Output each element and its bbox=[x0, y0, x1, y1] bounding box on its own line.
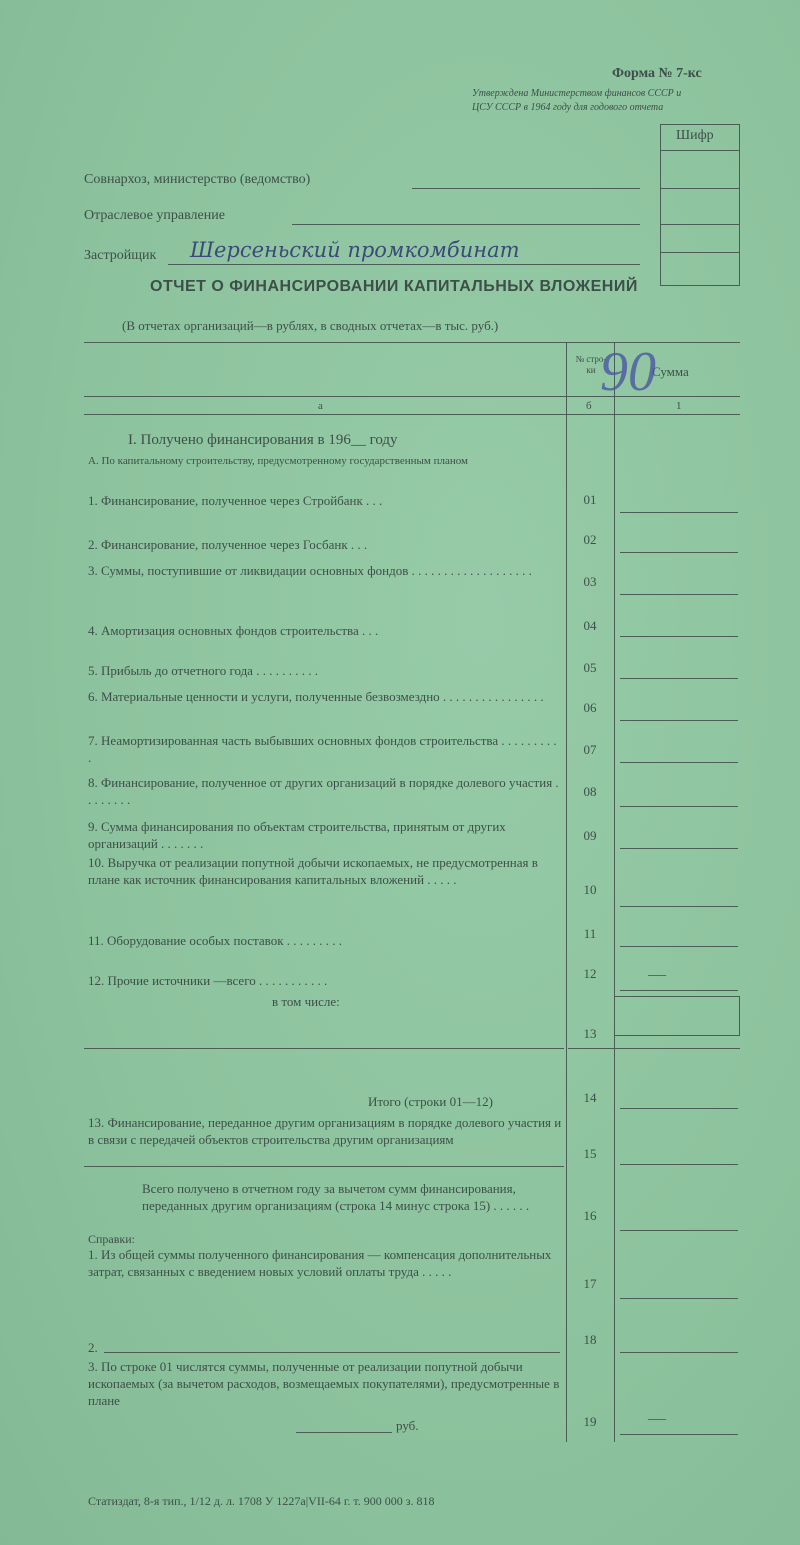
row-02-value[interactable] bbox=[620, 552, 738, 553]
branch-label: Отраслевое управление bbox=[84, 208, 225, 223]
row-01-no: 01 bbox=[583, 492, 597, 507]
row-06-text: 6. Материальные ценности и услуги, полученные безвозмездно . . . . . . . . . . . . . . . . bbox=[88, 689, 544, 704]
row-02-no: 02 bbox=[583, 532, 597, 547]
row-10-no: 10 bbox=[583, 882, 597, 897]
section-1-subheading: А. По капитальному строительству, предусмотренному государственным планом bbox=[88, 455, 468, 467]
cipher-box bbox=[660, 124, 740, 286]
row-04-no: 04 bbox=[583, 618, 597, 633]
row-11-no: 11 bbox=[583, 926, 597, 941]
form-number: Форма № 7-кс bbox=[612, 66, 702, 81]
row-05-text: 5. Прибыль до отчетного года . . . . . . . . . . bbox=[88, 663, 318, 678]
row-14-no: 14 bbox=[583, 1090, 597, 1105]
sovnarkhoz-label: Совнархоз, министерство (ведомство) bbox=[84, 172, 311, 187]
note-3-suffix: руб. bbox=[396, 1418, 419, 1433]
row-13-box bbox=[614, 996, 740, 1036]
note-2-value[interactable] bbox=[620, 1352, 738, 1353]
row-01-text: 1. Финансирование, полученное через Стройбанк . . . bbox=[88, 493, 383, 508]
row-09-no: 09 bbox=[583, 828, 597, 843]
developer-handwritten-value: Шерсеньский промкомбинат bbox=[190, 238, 520, 262]
stamp-number: 90 bbox=[600, 341, 656, 403]
row-07-no: 07 bbox=[583, 742, 597, 757]
row-14-text: Итого (строки 01—12) bbox=[368, 1094, 493, 1109]
note-3-no: 19 bbox=[583, 1414, 597, 1429]
row-05-value[interactable] bbox=[620, 678, 738, 679]
row-07-value[interactable] bbox=[620, 762, 738, 763]
col-line-no-header: № стро-ки bbox=[575, 354, 607, 375]
row-03-value[interactable] bbox=[620, 594, 738, 595]
row-inclusive-label: в том числе: bbox=[272, 994, 340, 1009]
report-title: ОТЧЕТ О ФИНАНСИРОВАНИИ КАПИТАЛЬНЫХ ВЛОЖЕНИЙ bbox=[150, 278, 638, 295]
printer-footer: Статиздат, 8-я тип., 1/12 д. л. 1708 У 1227а|VII-64 г. т. 900 000 з. 818 bbox=[88, 1494, 435, 1508]
row-03-text: 3. Суммы, поступившие от ликвидации основных фондов . . . . . . . . . . . . . . . . . . . bbox=[88, 563, 532, 578]
row-04-text: 4. Амортизация основных фондов строительства . . . bbox=[88, 623, 379, 638]
note-1-no: 17 bbox=[583, 1276, 597, 1291]
note-3-value-line[interactable] bbox=[620, 1434, 738, 1435]
row-15-no: 15 bbox=[583, 1146, 597, 1161]
note-1-value[interactable] bbox=[620, 1298, 738, 1299]
col-1: 1 bbox=[676, 400, 682, 412]
notes-heading: Справки: bbox=[88, 1232, 136, 1246]
sovnarkhoz-input-line[interactable] bbox=[412, 188, 640, 189]
row-07-text: 7. Неамортизированная часть выбывших основных фондов строительства . . . . . . . . . . bbox=[88, 733, 557, 765]
note-3-text: 3. По строке 01 числятся суммы, полученные от реализации попутной добычи ископаемых (за вычетом расходов, возмещаемых покупателями), предусмотренные в плане bbox=[88, 1359, 560, 1408]
row-10-value[interactable] bbox=[620, 906, 738, 907]
note-1-text: 1. Из общей суммы полученного финансирования — компенсация дополнительных затрат, связанных с введением новых условий оплаты труда . . . . . bbox=[88, 1247, 552, 1279]
row-09-value[interactable] bbox=[620, 848, 738, 849]
row-05-no: 05 bbox=[583, 660, 597, 675]
row-03-no: 03 bbox=[583, 574, 597, 589]
report-subtitle: (В отчетах организаций—в рублях, в сводных отчетах—в тыс. руб.) bbox=[122, 318, 499, 333]
row-15-text: 13. Финансирование, переданное другим организациям в порядке долевого участия и в связи с передачей объектов строительства другим организациям bbox=[88, 1115, 562, 1147]
col-a: а bbox=[318, 400, 323, 412]
row-10-text: 10. Выручка от реализации попутной добычи ископаемых, не предусмотренная в плане как источник финансирования капитальных вложений . . . . . bbox=[88, 855, 538, 887]
row-12-no: 12 bbox=[583, 966, 597, 981]
branch-input-line[interactable] bbox=[292, 224, 640, 225]
approval-line-1: Утверждена Министерством финансов СССР и bbox=[472, 88, 682, 99]
note-2-text: 2. bbox=[88, 1340, 98, 1355]
row-08-value[interactable] bbox=[620, 806, 738, 807]
row-01-value[interactable] bbox=[620, 512, 738, 513]
row-13-no: 13 bbox=[583, 1026, 597, 1041]
row-04-value[interactable] bbox=[620, 636, 738, 637]
row-12-value: — bbox=[648, 964, 666, 984]
section-1-heading: I. Получено финансирования в 196__ году bbox=[128, 432, 398, 448]
developer-label: Застройщик bbox=[84, 248, 157, 263]
row-08-no: 08 bbox=[583, 784, 597, 799]
approval-line-2: ЦСУ СССР в 1964 году для годового отчета bbox=[472, 102, 664, 113]
row-06-no: 06 bbox=[583, 700, 597, 715]
row-09-text: 9. Сумма финансирования по объектам строительства, принятым от других организаций . . . . . . . bbox=[88, 819, 506, 851]
row-14-value[interactable] bbox=[620, 1108, 738, 1109]
row-12-value-line[interactable] bbox=[620, 990, 738, 991]
row-06-value[interactable] bbox=[620, 720, 738, 721]
row-16-no: 16 bbox=[583, 1208, 597, 1223]
row-08-text: 8. Финансирование, полученное от других организаций в порядке долевого участия . . . . . . . . bbox=[88, 775, 559, 807]
row-16-text: Всего получено в отчетном году за вычетом сумм финансирования, переданных другим организациям (строка 14 минус строка 15) . . . . . . bbox=[142, 1181, 530, 1213]
row-15-value[interactable] bbox=[620, 1164, 738, 1165]
col-sum-header: Сумма bbox=[652, 364, 689, 379]
row-02-text: 2. Финансирование, полученное через Госбанк . . . bbox=[88, 537, 368, 552]
note-2-no: 18 bbox=[583, 1332, 597, 1347]
row-12-text: 12. Прочие источники —всего . . . . . . . . . . . bbox=[88, 973, 328, 988]
cipher-label: Шифр bbox=[676, 128, 714, 143]
row-11-value[interactable] bbox=[620, 946, 738, 947]
col-b: б bbox=[586, 400, 592, 412]
note-3-value: — bbox=[648, 1408, 666, 1428]
row-11-text: 11. Оборудование особых поставок . . . . . . . . . bbox=[88, 933, 343, 948]
row-16-value[interactable] bbox=[620, 1230, 738, 1231]
